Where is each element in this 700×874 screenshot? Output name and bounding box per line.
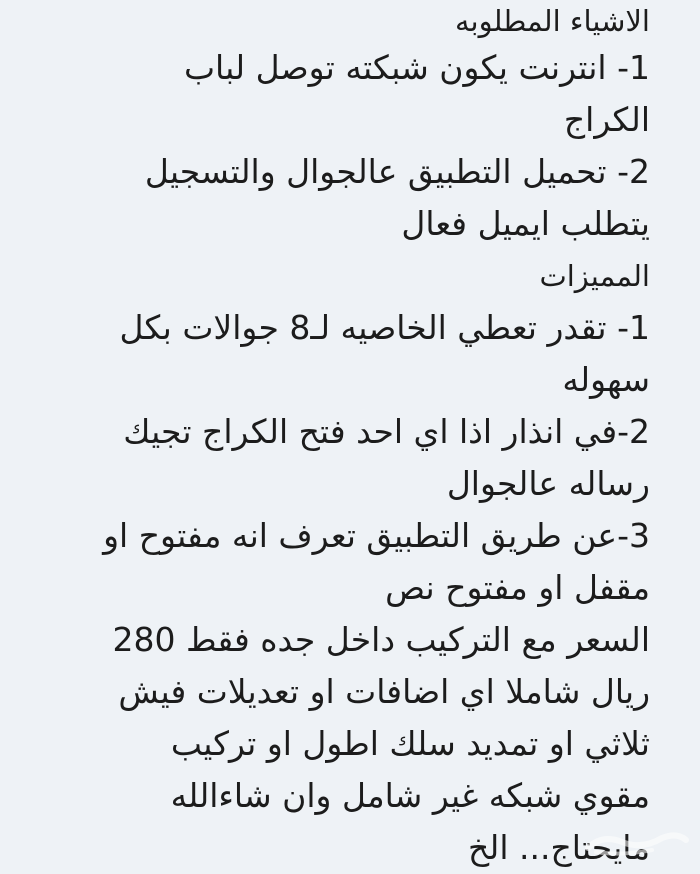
- post-text-line: 2-في انذار اذا اي احد فتح الكراج تجيك: [123, 412, 650, 451]
- post-text-line: 1- انترنت يكون شبكته توصل لباب: [183, 48, 650, 87]
- price-line: السعر مع التركيب داخل جده فقط 280: [112, 620, 650, 659]
- post-text-line: 1- تقدر تعطي الخاصيه لـ8 جوالات بكل: [119, 308, 650, 347]
- post-text-line: الكراج: [563, 100, 650, 139]
- post-text-line: مقفل او مفتوح نص: [385, 568, 650, 607]
- post-text-line: 2- تحميل التطبيق عالجوال والتسجيل: [144, 152, 650, 191]
- post-text-line: سهوله: [562, 360, 650, 399]
- features-heading: المميزات: [539, 259, 650, 293]
- haraj-watermark: [582, 828, 692, 858]
- required-items-heading: الاشياء المطلوبه: [455, 4, 650, 38]
- post-text-line: يتطلب ايميل فعال: [401, 204, 650, 243]
- post-text-line: ثلاثي او تمديد سلك اطول او تركيب: [170, 724, 650, 763]
- post-text-line: 3-عن طريق التطبيق تعرف انه مفتوح او: [103, 516, 650, 555]
- post-text-line: ريال شاملا اي اضافات او تعديلات فيش: [118, 672, 650, 711]
- haraj-logo-icon: [582, 828, 692, 858]
- post-text-line: رساله عالجوال: [446, 464, 650, 503]
- post-text-line: مقوي شبكه غير شامل وان شاءالله: [170, 776, 650, 815]
- post-text-line: مايحتاج... الخ: [467, 828, 650, 867]
